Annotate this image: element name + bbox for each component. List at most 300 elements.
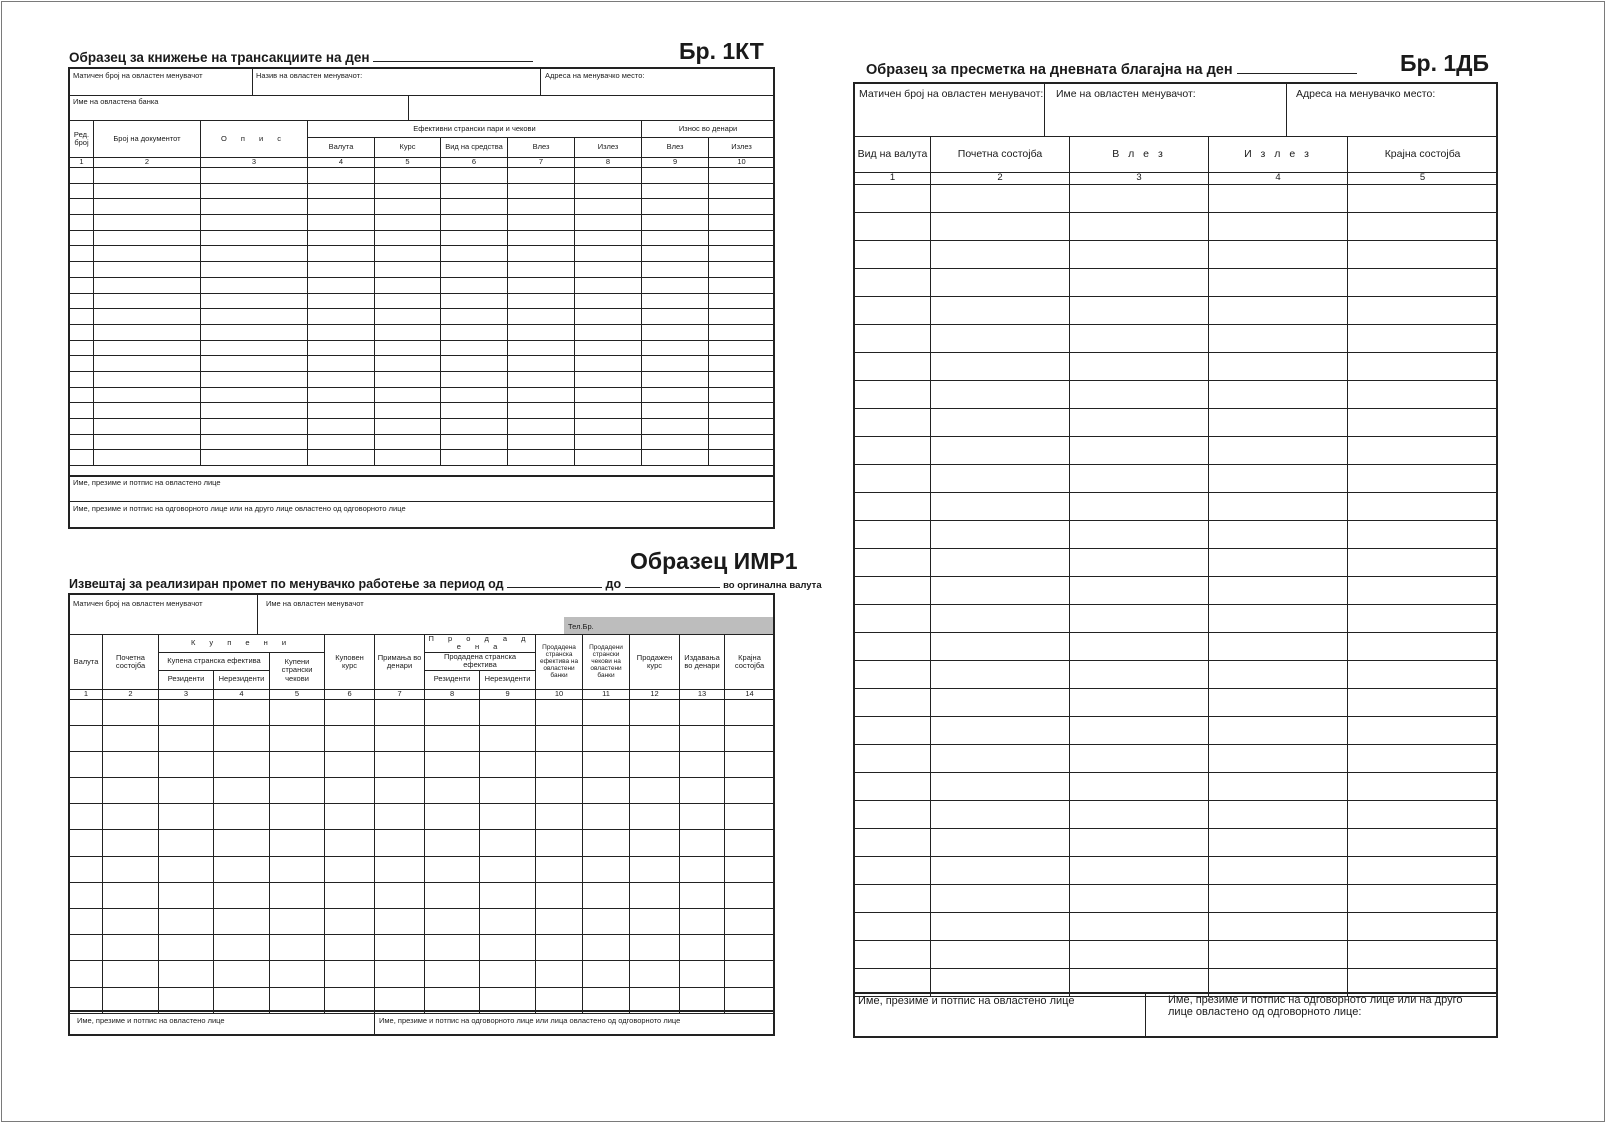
entry-cell[interactable] bbox=[425, 909, 480, 935]
entry-cell[interactable] bbox=[1209, 465, 1348, 493]
entry-cell[interactable] bbox=[375, 371, 441, 387]
entry-cell[interactable] bbox=[855, 633, 931, 661]
entry-cell[interactable] bbox=[94, 419, 201, 435]
entry-cell[interactable] bbox=[1070, 381, 1209, 409]
entry-cell[interactable] bbox=[70, 262, 94, 278]
entry-cell[interactable] bbox=[630, 961, 680, 987]
entry-cell[interactable] bbox=[441, 450, 508, 466]
entry-cell[interactable] bbox=[1209, 689, 1348, 717]
entry-cell[interactable] bbox=[94, 168, 201, 184]
entry-cell[interactable] bbox=[508, 371, 575, 387]
entry-cell[interactable] bbox=[441, 277, 508, 293]
entry-cell[interactable] bbox=[855, 829, 931, 857]
entry-cell[interactable] bbox=[70, 830, 103, 856]
entry-cell[interactable] bbox=[630, 882, 680, 908]
entry-cell[interactable] bbox=[1348, 297, 1498, 325]
entry-cell[interactable] bbox=[855, 885, 931, 913]
entry-cell[interactable] bbox=[680, 856, 725, 882]
entry-cell[interactable] bbox=[1209, 801, 1348, 829]
entry-cell[interactable] bbox=[214, 856, 270, 882]
entry-cell[interactable] bbox=[931, 857, 1070, 885]
entry-cell[interactable] bbox=[1070, 549, 1209, 577]
entry-cell[interactable] bbox=[103, 830, 159, 856]
entry-cell[interactable] bbox=[1348, 577, 1498, 605]
entry-cell[interactable] bbox=[94, 246, 201, 262]
entry-cell[interactable] bbox=[642, 324, 709, 340]
entry-cell[interactable] bbox=[70, 856, 103, 882]
entry-cell[interactable] bbox=[1070, 437, 1209, 465]
entry-cell[interactable] bbox=[375, 309, 441, 325]
entry-cell[interactable] bbox=[1209, 241, 1348, 269]
entry-cell[interactable] bbox=[931, 381, 1070, 409]
entry-cell[interactable] bbox=[201, 419, 308, 435]
entry-cell[interactable] bbox=[536, 699, 583, 725]
entry-cell[interactable] bbox=[931, 689, 1070, 717]
sig-odgovorno-lice[interactable]: Име, презиме и потпис на одговорното лице или на друго лице овластено од одговорното лице: bbox=[1168, 994, 1463, 1018]
entry-cell[interactable] bbox=[1209, 885, 1348, 913]
entry-cell[interactable] bbox=[441, 340, 508, 356]
entry-cell[interactable] bbox=[508, 183, 575, 199]
entry-cell[interactable] bbox=[1070, 185, 1209, 213]
entry-cell[interactable] bbox=[375, 778, 425, 804]
entry-cell[interactable] bbox=[70, 419, 94, 435]
entry-cell[interactable] bbox=[375, 419, 441, 435]
entry-cell[interactable] bbox=[1070, 241, 1209, 269]
entry-cell[interactable] bbox=[70, 371, 94, 387]
entry-cell[interactable] bbox=[855, 577, 931, 605]
entry-cell[interactable] bbox=[270, 961, 325, 987]
entry-cell[interactable] bbox=[70, 199, 94, 215]
entry-cell[interactable] bbox=[931, 661, 1070, 689]
entry-cell[interactable] bbox=[1348, 521, 1498, 549]
entry-cell[interactable] bbox=[201, 371, 308, 387]
entry-cell[interactable] bbox=[1070, 493, 1209, 521]
sig-ovlasteno-lice[interactable]: Име, презиме и потпис на овластено лице bbox=[73, 478, 221, 487]
entry-cell[interactable] bbox=[642, 293, 709, 309]
entry-cell[interactable] bbox=[642, 262, 709, 278]
entry-cell[interactable] bbox=[1348, 717, 1498, 745]
entry-cell[interactable] bbox=[308, 230, 375, 246]
entry-cell[interactable] bbox=[583, 882, 630, 908]
entry-cell[interactable] bbox=[70, 168, 94, 184]
entry-cell[interactable] bbox=[70, 387, 94, 403]
entry-cell[interactable] bbox=[441, 246, 508, 262]
entry-cell[interactable] bbox=[425, 778, 480, 804]
entry-cell[interactable] bbox=[425, 856, 480, 882]
entry-cell[interactable] bbox=[325, 882, 375, 908]
entry-cell[interactable] bbox=[308, 403, 375, 419]
entry-cell[interactable] bbox=[70, 230, 94, 246]
entry-cell[interactable] bbox=[214, 804, 270, 830]
entry-cell[interactable] bbox=[325, 751, 375, 777]
entry-cell[interactable] bbox=[709, 340, 775, 356]
entry-cell[interactable] bbox=[508, 293, 575, 309]
entry-cell[interactable] bbox=[201, 340, 308, 356]
entry-cell[interactable] bbox=[201, 403, 308, 419]
field-ime[interactable]: Име на овластен менувачот: bbox=[1056, 88, 1196, 100]
entry-cell[interactable] bbox=[931, 297, 1070, 325]
entry-cell[interactable] bbox=[725, 830, 775, 856]
field-adresa[interactable]: Адреса на менувачко место: bbox=[545, 71, 645, 80]
entry-cell[interactable] bbox=[931, 437, 1070, 465]
entry-cell[interactable] bbox=[1348, 213, 1498, 241]
entry-cell[interactable] bbox=[709, 246, 775, 262]
entry-cell[interactable] bbox=[709, 403, 775, 419]
entry-cell[interactable] bbox=[375, 246, 441, 262]
field-maticen-broj[interactable]: Матичен број на овластен менувачот bbox=[73, 599, 203, 608]
entry-cell[interactable] bbox=[931, 633, 1070, 661]
entry-cell[interactable] bbox=[855, 409, 931, 437]
entry-cell[interactable] bbox=[680, 804, 725, 830]
entry-cell[interactable] bbox=[425, 830, 480, 856]
entry-cell[interactable] bbox=[536, 751, 583, 777]
entry-cell[interactable] bbox=[94, 324, 201, 340]
entry-cell[interactable] bbox=[536, 725, 583, 751]
entry-cell[interactable] bbox=[480, 725, 536, 751]
period-from-line[interactable] bbox=[507, 576, 602, 588]
entry-cell[interactable] bbox=[583, 830, 630, 856]
entry-cell[interactable] bbox=[1209, 717, 1348, 745]
entry-cell[interactable] bbox=[855, 297, 931, 325]
entry-cell[interactable] bbox=[1348, 885, 1498, 913]
entry-cell[interactable] bbox=[709, 293, 775, 309]
entry-cell[interactable] bbox=[1070, 577, 1209, 605]
entry-cell[interactable] bbox=[630, 935, 680, 961]
entry-cell[interactable] bbox=[1209, 185, 1348, 213]
entry-cell[interactable] bbox=[375, 830, 425, 856]
entry-cell[interactable] bbox=[575, 419, 642, 435]
entry-cell[interactable] bbox=[1348, 241, 1498, 269]
entry-cell[interactable] bbox=[508, 277, 575, 293]
entry-cell[interactable] bbox=[425, 751, 480, 777]
entry-cell[interactable] bbox=[855, 717, 931, 745]
entry-cell[interactable] bbox=[159, 909, 214, 935]
entry-cell[interactable] bbox=[103, 909, 159, 935]
entry-cell[interactable] bbox=[480, 856, 536, 882]
entry-cell[interactable] bbox=[855, 353, 931, 381]
entry-cell[interactable] bbox=[725, 882, 775, 908]
entry-cell[interactable] bbox=[325, 830, 375, 856]
entry-cell[interactable] bbox=[103, 699, 159, 725]
entry-cell[interactable] bbox=[1348, 913, 1498, 941]
entry-cell[interactable] bbox=[1348, 829, 1498, 857]
entry-cell[interactable] bbox=[103, 961, 159, 987]
entry-cell[interactable] bbox=[508, 324, 575, 340]
entry-cell[interactable] bbox=[1070, 409, 1209, 437]
entry-cell[interactable] bbox=[270, 882, 325, 908]
entry-cell[interactable] bbox=[1209, 829, 1348, 857]
entry-cell[interactable] bbox=[709, 356, 775, 372]
entry-cell[interactable] bbox=[583, 909, 630, 935]
entry-cell[interactable] bbox=[441, 387, 508, 403]
field-maticen-broj[interactable]: Матичен број на овластен менувачот: bbox=[859, 88, 1044, 100]
entry-cell[interactable] bbox=[159, 856, 214, 882]
entry-cell[interactable] bbox=[325, 778, 375, 804]
entry-cell[interactable] bbox=[1070, 325, 1209, 353]
entry-cell[interactable] bbox=[1209, 857, 1348, 885]
entry-cell[interactable] bbox=[642, 309, 709, 325]
entry-cell[interactable] bbox=[214, 725, 270, 751]
entry-cell[interactable] bbox=[1348, 269, 1498, 297]
entry-cell[interactable] bbox=[575, 215, 642, 231]
entry-cell[interactable] bbox=[680, 699, 725, 725]
entry-cell[interactable] bbox=[425, 882, 480, 908]
entry-cell[interactable] bbox=[1070, 661, 1209, 689]
entry-cell[interactable] bbox=[855, 325, 931, 353]
entry-cell[interactable] bbox=[441, 371, 508, 387]
entry-cell[interactable] bbox=[931, 941, 1070, 969]
entry-cell[interactable] bbox=[1209, 941, 1348, 969]
date-line[interactable] bbox=[373, 50, 533, 62]
entry-cell[interactable] bbox=[680, 751, 725, 777]
entry-cell[interactable] bbox=[375, 340, 441, 356]
entry-cell[interactable] bbox=[308, 168, 375, 184]
period-to-line[interactable] bbox=[625, 576, 720, 588]
entry-cell[interactable] bbox=[725, 909, 775, 935]
entry-cell[interactable] bbox=[575, 356, 642, 372]
entry-cell[interactable] bbox=[1209, 437, 1348, 465]
entry-cell[interactable] bbox=[1348, 941, 1498, 969]
entry-cell[interactable] bbox=[325, 909, 375, 935]
entry-cell[interactable] bbox=[642, 246, 709, 262]
entry-cell[interactable] bbox=[1070, 857, 1209, 885]
entry-cell[interactable] bbox=[642, 230, 709, 246]
entry-cell[interactable] bbox=[308, 387, 375, 403]
entry-cell[interactable] bbox=[159, 935, 214, 961]
entry-cell[interactable] bbox=[94, 434, 201, 450]
entry-cell[interactable] bbox=[70, 909, 103, 935]
entry-cell[interactable] bbox=[1209, 493, 1348, 521]
entry-cell[interactable] bbox=[94, 356, 201, 372]
entry-cell[interactable] bbox=[725, 935, 775, 961]
entry-cell[interactable] bbox=[575, 183, 642, 199]
entry-cell[interactable] bbox=[709, 230, 775, 246]
entry-cell[interactable] bbox=[159, 882, 214, 908]
entry-cell[interactable] bbox=[308, 293, 375, 309]
entry-cell[interactable] bbox=[1070, 885, 1209, 913]
entry-cell[interactable] bbox=[1070, 913, 1209, 941]
entry-cell[interactable] bbox=[855, 605, 931, 633]
entry-cell[interactable] bbox=[855, 801, 931, 829]
entry-cell[interactable] bbox=[1209, 325, 1348, 353]
entry-cell[interactable] bbox=[855, 689, 931, 717]
entry-cell[interactable] bbox=[441, 168, 508, 184]
entry-cell[interactable] bbox=[201, 246, 308, 262]
entry-cell[interactable] bbox=[375, 215, 441, 231]
entry-cell[interactable] bbox=[680, 725, 725, 751]
entry-cell[interactable] bbox=[375, 961, 425, 987]
entry-cell[interactable] bbox=[575, 387, 642, 403]
entry-cell[interactable] bbox=[709, 324, 775, 340]
entry-cell[interactable] bbox=[709, 262, 775, 278]
entry-cell[interactable] bbox=[642, 356, 709, 372]
entry-cell[interactable] bbox=[725, 778, 775, 804]
entry-cell[interactable] bbox=[1209, 549, 1348, 577]
entry-cell[interactable] bbox=[855, 269, 931, 297]
entry-cell[interactable] bbox=[103, 751, 159, 777]
entry-cell[interactable] bbox=[855, 213, 931, 241]
sig-ovlasteno-lice[interactable]: Име, презиме и потпис на овластено лице bbox=[858, 995, 1075, 1007]
entry-cell[interactable] bbox=[583, 935, 630, 961]
entry-cell[interactable] bbox=[159, 804, 214, 830]
entry-cell[interactable] bbox=[308, 340, 375, 356]
entry-cell[interactable] bbox=[1348, 465, 1498, 493]
entry-cell[interactable] bbox=[480, 751, 536, 777]
entry-cell[interactable] bbox=[270, 804, 325, 830]
entry-cell[interactable] bbox=[642, 419, 709, 435]
entry-cell[interactable] bbox=[308, 309, 375, 325]
entry-cell[interactable] bbox=[508, 450, 575, 466]
entry-cell[interactable] bbox=[1209, 521, 1348, 549]
entry-cell[interactable] bbox=[1209, 633, 1348, 661]
entry-cell[interactable] bbox=[441, 403, 508, 419]
entry-cell[interactable] bbox=[931, 577, 1070, 605]
entry-cell[interactable] bbox=[1348, 409, 1498, 437]
entry-cell[interactable] bbox=[94, 450, 201, 466]
entry-cell[interactable] bbox=[308, 434, 375, 450]
entry-cell[interactable] bbox=[855, 437, 931, 465]
entry-cell[interactable] bbox=[425, 804, 480, 830]
entry-cell[interactable] bbox=[214, 935, 270, 961]
entry-cell[interactable] bbox=[508, 419, 575, 435]
entry-cell[interactable] bbox=[375, 356, 441, 372]
entry-cell[interactable] bbox=[375, 199, 441, 215]
entry-cell[interactable] bbox=[375, 751, 425, 777]
entry-cell[interactable] bbox=[709, 450, 775, 466]
entry-cell[interactable] bbox=[855, 857, 931, 885]
entry-cell[interactable] bbox=[201, 215, 308, 231]
entry-cell[interactable] bbox=[480, 882, 536, 908]
entry-cell[interactable] bbox=[375, 293, 441, 309]
date-line[interactable] bbox=[1237, 62, 1357, 74]
entry-cell[interactable] bbox=[931, 605, 1070, 633]
entry-cell[interactable] bbox=[1348, 661, 1498, 689]
entry-cell[interactable] bbox=[630, 830, 680, 856]
entry-cell[interactable] bbox=[508, 434, 575, 450]
entry-cell[interactable] bbox=[480, 804, 536, 830]
entry-cell[interactable] bbox=[709, 277, 775, 293]
entry-cell[interactable] bbox=[94, 183, 201, 199]
entry-cell[interactable] bbox=[308, 199, 375, 215]
entry-cell[interactable] bbox=[214, 909, 270, 935]
entry-cell[interactable] bbox=[375, 183, 441, 199]
entry-cell[interactable] bbox=[1348, 325, 1498, 353]
entry-cell[interactable] bbox=[70, 725, 103, 751]
entry-cell[interactable] bbox=[1209, 605, 1348, 633]
entry-cell[interactable] bbox=[308, 246, 375, 262]
entry-cell[interactable] bbox=[70, 246, 94, 262]
entry-cell[interactable] bbox=[70, 450, 94, 466]
entry-cell[interactable] bbox=[855, 185, 931, 213]
entry-cell[interactable] bbox=[425, 935, 480, 961]
entry-cell[interactable] bbox=[103, 856, 159, 882]
entry-cell[interactable] bbox=[709, 419, 775, 435]
entry-cell[interactable] bbox=[375, 277, 441, 293]
entry-cell[interactable] bbox=[630, 856, 680, 882]
entry-cell[interactable] bbox=[325, 699, 375, 725]
entry-cell[interactable] bbox=[583, 751, 630, 777]
entry-cell[interactable] bbox=[630, 778, 680, 804]
entry-cell[interactable] bbox=[159, 830, 214, 856]
sig-ovlasteno-lice[interactable]: Име, презиме и потпис на овластено лице bbox=[77, 1016, 225, 1025]
entry-cell[interactable] bbox=[201, 450, 308, 466]
entry-cell[interactable] bbox=[709, 309, 775, 325]
entry-cell[interactable] bbox=[103, 804, 159, 830]
entry-cell[interactable] bbox=[630, 699, 680, 725]
entry-cell[interactable] bbox=[1209, 269, 1348, 297]
entry-cell[interactable] bbox=[680, 909, 725, 935]
entry-cell[interactable] bbox=[375, 856, 425, 882]
entry-cell[interactable] bbox=[583, 961, 630, 987]
field-banka[interactable]: Име на овластена банка bbox=[73, 97, 159, 106]
entry-cell[interactable] bbox=[441, 309, 508, 325]
entry-cell[interactable] bbox=[159, 699, 214, 725]
entry-cell[interactable] bbox=[325, 725, 375, 751]
entry-cell[interactable] bbox=[709, 215, 775, 231]
entry-cell[interactable] bbox=[680, 778, 725, 804]
entry-cell[interactable] bbox=[1348, 605, 1498, 633]
entry-cell[interactable] bbox=[1348, 185, 1498, 213]
entry-cell[interactable] bbox=[70, 324, 94, 340]
entry-cell[interactable] bbox=[508, 199, 575, 215]
entry-cell[interactable] bbox=[1209, 381, 1348, 409]
entry-cell[interactable] bbox=[1209, 297, 1348, 325]
entry-cell[interactable] bbox=[575, 371, 642, 387]
entry-cell[interactable] bbox=[375, 804, 425, 830]
entry-cell[interactable] bbox=[855, 549, 931, 577]
entry-cell[interactable] bbox=[308, 371, 375, 387]
entry-cell[interactable] bbox=[425, 699, 480, 725]
entry-cell[interactable] bbox=[931, 353, 1070, 381]
entry-cell[interactable] bbox=[1209, 409, 1348, 437]
field-ime[interactable]: Име на овластен менувачот bbox=[266, 599, 364, 608]
entry-cell[interactable] bbox=[642, 215, 709, 231]
entry-cell[interactable] bbox=[931, 745, 1070, 773]
entry-cell[interactable] bbox=[94, 309, 201, 325]
entry-cell[interactable] bbox=[508, 168, 575, 184]
entry-cell[interactable] bbox=[1209, 913, 1348, 941]
entry-cell[interactable] bbox=[308, 262, 375, 278]
entry-cell[interactable] bbox=[94, 387, 201, 403]
entry-cell[interactable] bbox=[441, 419, 508, 435]
entry-cell[interactable] bbox=[536, 935, 583, 961]
entry-cell[interactable] bbox=[441, 434, 508, 450]
entry-cell[interactable] bbox=[642, 450, 709, 466]
entry-cell[interactable] bbox=[201, 183, 308, 199]
entry-cell[interactable] bbox=[709, 199, 775, 215]
entry-cell[interactable] bbox=[709, 183, 775, 199]
entry-cell[interactable] bbox=[1209, 577, 1348, 605]
entry-cell[interactable] bbox=[375, 725, 425, 751]
entry-cell[interactable] bbox=[214, 961, 270, 987]
entry-cell[interactable] bbox=[1070, 745, 1209, 773]
entry-cell[interactable] bbox=[575, 403, 642, 419]
entry-cell[interactable] bbox=[642, 387, 709, 403]
entry-cell[interactable] bbox=[931, 325, 1070, 353]
entry-cell[interactable] bbox=[201, 230, 308, 246]
entry-cell[interactable] bbox=[642, 199, 709, 215]
entry-cell[interactable] bbox=[375, 168, 441, 184]
entry-cell[interactable] bbox=[709, 387, 775, 403]
entry-cell[interactable] bbox=[201, 293, 308, 309]
entry-cell[interactable] bbox=[931, 885, 1070, 913]
entry-cell[interactable] bbox=[214, 751, 270, 777]
entry-cell[interactable] bbox=[480, 935, 536, 961]
entry-cell[interactable] bbox=[931, 409, 1070, 437]
entry-cell[interactable] bbox=[931, 185, 1070, 213]
entry-cell[interactable] bbox=[583, 778, 630, 804]
entry-cell[interactable] bbox=[270, 830, 325, 856]
